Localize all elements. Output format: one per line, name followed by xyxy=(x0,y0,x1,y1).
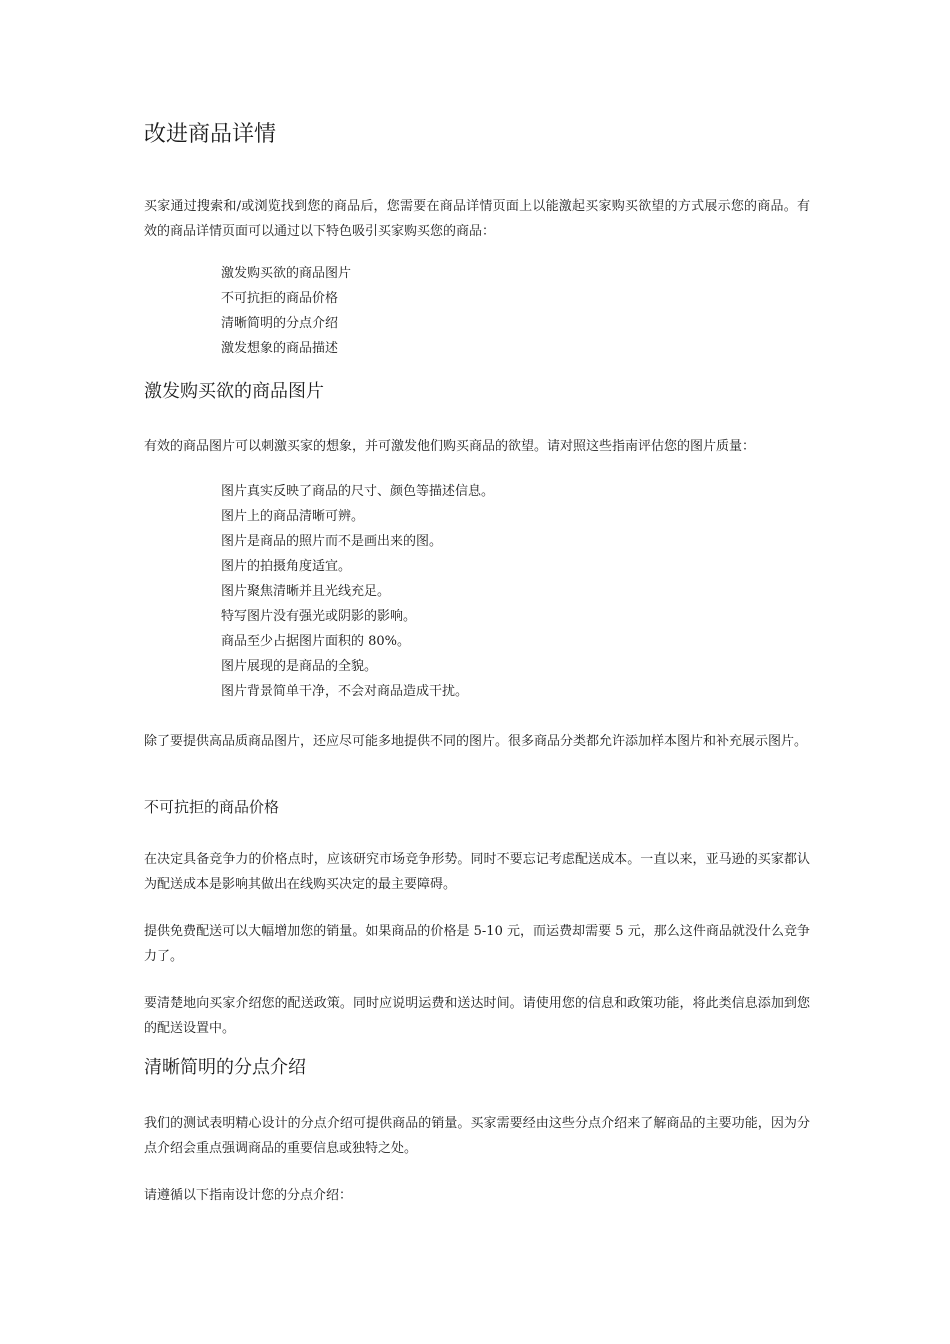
images-outro-paragraph: 除了要提供高品质商品图片，还应尽可能多地提供不同的图片。很多商品分类都允许添加样本图片和补充展示图片。 xyxy=(144,734,808,749)
list-item: 图片背景简单干净，不会对商品造成干扰。 xyxy=(221,684,469,699)
list-item: 图片上的商品清晰可辨。 xyxy=(221,509,365,524)
list-item: 图片聚焦清晰并且光线充足。 xyxy=(221,584,391,599)
list-item: 特写图片没有强光或阴影的影响。 xyxy=(221,609,417,624)
list-item: 图片是商品的照片而不是画出来的图。 xyxy=(221,534,443,549)
list-item: 激发购买欲的商品图片 xyxy=(221,266,352,281)
bullets-section-heading: 清晰简明的分点介绍 xyxy=(144,1057,306,1078)
list-item: 商品至少占据图片面积的 80%。 xyxy=(221,634,411,649)
images-intro-paragraph: 有效的商品图片可以刺激买家的想象，并可激发他们购买商品的欲望。请对照这些指南评估您的图片质量： xyxy=(144,439,756,454)
bullets-paragraph-2: 请遵循以下指南设计您的分点介绍： xyxy=(144,1188,353,1203)
feature-list xyxy=(221,261,781,361)
list-item: 图片展现的是商品的全貌。 xyxy=(221,659,378,674)
images-section-heading: 激发购买欲的商品图片 xyxy=(144,381,324,402)
list-item: 图片的拍摄角度适宜。 xyxy=(221,559,352,574)
intro-paragraph: 买家通过搜索和/或浏览找到您的商品后，您需要在商品详情页面上以能激起买家购买欲望的方式展示您的商品。有效的商品详情页面可以通过以下特色吸引买家购买您的商品： xyxy=(144,199,810,239)
price-section-heading: 不可抗拒的商品价格 xyxy=(144,798,280,816)
price-paragraph-2: 提供免费配送可以大幅增加您的销量。如果商品的价格是 5-10 元，而运费却需要 5 元，那么这件商品就没什么竞争力了。 xyxy=(144,924,810,964)
list-item: 不可抗拒的商品价格 xyxy=(221,291,339,306)
list-item: 激发想象的商品描述 xyxy=(221,341,339,356)
bullets-paragraph-1: 我们的测试表明精心设计的分点介绍可提供商品的销量。买家需要经由这些分点介绍来了解商品的主要功能，因为分点介绍会重点强调商品的重要信息或独特之处。 xyxy=(144,1116,810,1156)
page-title: 改进商品详情 xyxy=(144,122,277,147)
image-guideline-list xyxy=(221,479,781,704)
list-item: 图片真实反映了商品的尺寸、颜色等描述信息。 xyxy=(221,484,495,499)
price-paragraph-3: 要清楚地向买家介绍您的配送政策。同时应说明运费和送达时间。请使用您的信息和政策功能，将此类信息添加到您的配送设置中。 xyxy=(144,996,810,1036)
price-paragraph-1: 在决定具备竞争力的价格点时，应该研究市场竞争形势。同时不要忘记考虑配送成本。一直以来，亚马逊的买家都认为配送成本是影响其做出在线购买决定的最主要障碍。 xyxy=(144,852,810,892)
list-item: 清晰简明的分点介绍 xyxy=(221,316,339,331)
